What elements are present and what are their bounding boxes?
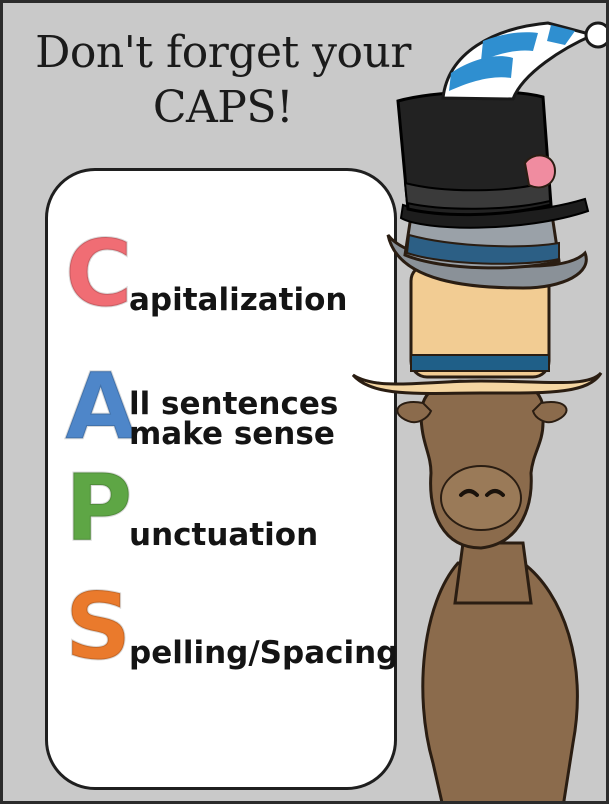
title-line-1: Don't forget your [35, 27, 411, 78]
caps-item-punctuation [65, 455, 319, 562]
word-spelling-spacing: pelling/Spacing [129, 635, 399, 671]
title-line-2: CAPS! [152, 82, 294, 133]
stocking-pompom [586, 23, 609, 47]
letter-s: S [65, 573, 132, 680]
moose-illustration [333, 3, 609, 804]
word-all-sentences-line2: make sense [129, 415, 335, 452]
word-all-sentences-line1: ll sentences [129, 386, 339, 423]
pink-hand [525, 155, 555, 187]
moose-neck [455, 543, 531, 603]
letter-p: P [65, 455, 133, 562]
hat-tan-band [411, 355, 549, 371]
word-punctuation: unctuation [129, 517, 319, 553]
word-all-sentences [129, 386, 339, 452]
caps-item-all-sentences [65, 353, 339, 460]
moose-snout [441, 466, 521, 530]
letter-c: C [65, 220, 133, 327]
letter-a: A [65, 353, 137, 460]
moose-ear-right [533, 402, 566, 422]
word-capitalization: apitalization [129, 282, 348, 318]
caps-item-capitalization [65, 220, 348, 327]
